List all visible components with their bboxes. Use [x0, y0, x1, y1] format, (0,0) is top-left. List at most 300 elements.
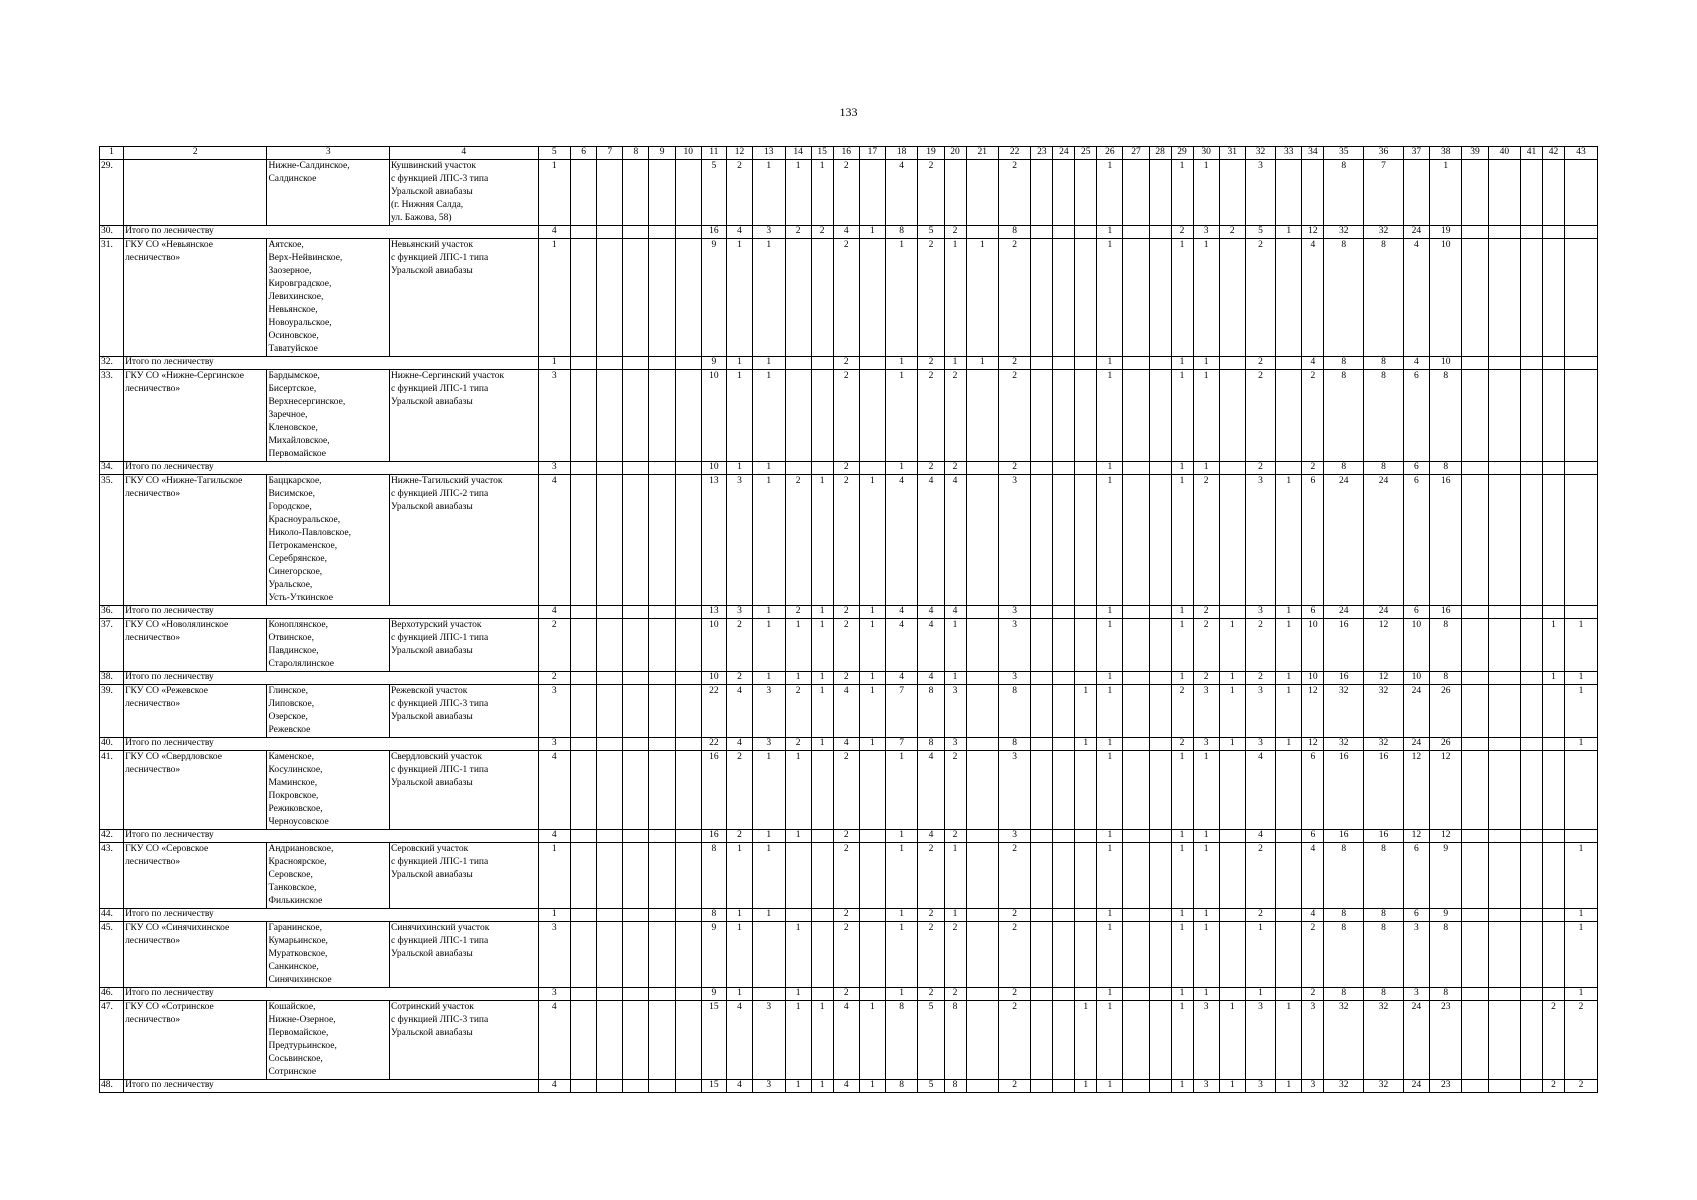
- value-cell: [1075, 226, 1097, 239]
- column-header-21: 21: [966, 147, 998, 160]
- value-cell: 3: [753, 1001, 785, 1080]
- value-cell: [1521, 843, 1543, 909]
- value-cell: [1462, 751, 1488, 830]
- value-cell: 1: [1075, 685, 1097, 738]
- value-cell: 1: [785, 1001, 811, 1080]
- value-cell: [1075, 475, 1097, 606]
- value-cell: 3: [998, 830, 1030, 843]
- column-header-33: 33: [1276, 147, 1302, 160]
- value-cell: 15: [701, 1001, 726, 1080]
- value-cell: [597, 830, 623, 843]
- settlements-cell: [267, 370, 389, 462]
- value-cell: [1543, 988, 1565, 1001]
- value-cell: 2: [785, 226, 811, 239]
- row-number: 45.: [100, 922, 124, 988]
- value-cell: [1075, 909, 1097, 922]
- value-cell: [1521, 922, 1543, 988]
- value-cell: [1488, 738, 1520, 751]
- value-cell: 10: [701, 370, 726, 462]
- value-cell: [1462, 988, 1488, 1001]
- value-cell: 2: [726, 751, 752, 830]
- value-cell: 1: [1097, 922, 1123, 988]
- value-cell: [1149, 606, 1171, 619]
- value-cell: [1123, 606, 1149, 619]
- value-cell: [1123, 1001, 1149, 1080]
- value-cell: [571, 475, 597, 606]
- value-cell: [1462, 357, 1488, 370]
- value-cell: 1: [1276, 1001, 1302, 1080]
- value-cell: [966, 922, 998, 988]
- value-cell: 1: [1171, 1001, 1193, 1080]
- settlement-name: Петрокаменское,: [268, 541, 338, 551]
- value-cell: [966, 462, 998, 475]
- value-cell: [675, 462, 701, 475]
- value-cell: 8: [1430, 672, 1462, 685]
- value-cell: [966, 672, 998, 685]
- value-cell: [1462, 830, 1488, 843]
- value-cell: 1: [859, 475, 885, 606]
- column-header-18: 18: [885, 147, 917, 160]
- value-cell: 12: [1302, 226, 1324, 239]
- value-cell: 2: [998, 239, 1030, 357]
- value-cell: [649, 830, 675, 843]
- value-cell: 2: [1564, 1001, 1597, 1080]
- value-cell: [1149, 751, 1171, 830]
- value-cell: [597, 1001, 623, 1080]
- value-cell: 8: [1324, 357, 1364, 370]
- value-cell: [597, 606, 623, 619]
- settlement-name: Серовское,: [268, 870, 313, 880]
- value-cell: [1543, 370, 1565, 462]
- settlement-name: Левихинское,: [268, 292, 324, 302]
- value-cell: 2: [998, 909, 1030, 922]
- unit-line: Уральской авиабазы: [390, 1028, 473, 1038]
- value-cell: 4: [885, 619, 917, 672]
- value-cell: 1: [1171, 239, 1193, 357]
- value-cell: 3: [753, 685, 785, 738]
- value-cell: [597, 226, 623, 239]
- unit-line: Свердловский участок: [390, 752, 483, 762]
- value-cell: [1488, 909, 1520, 922]
- value-cell: [675, 751, 701, 830]
- value-cell: 1: [1097, 843, 1123, 909]
- value-cell: [597, 1080, 623, 1093]
- value-cell: 2: [918, 160, 944, 226]
- value-cell: 1: [753, 606, 785, 619]
- value-cell: [1031, 606, 1053, 619]
- settlement-name: Верхнесергинское,: [268, 397, 346, 407]
- value-cell: [675, 475, 701, 606]
- settlement-name: Заречное,: [268, 410, 308, 420]
- value-cell: 1: [1564, 672, 1597, 685]
- value-cell: 2: [1193, 619, 1219, 672]
- value-cell: 10: [701, 462, 726, 475]
- unit-cell: [389, 370, 538, 462]
- value-cell: 8: [885, 226, 917, 239]
- value-cell: 1: [1193, 239, 1219, 357]
- value-cell: [597, 160, 623, 226]
- value-cell: [1123, 830, 1149, 843]
- value-cell: 1: [1097, 909, 1123, 922]
- unit-line: Уральской авиабазы: [390, 187, 473, 197]
- value-cell: 1: [1245, 988, 1275, 1001]
- value-cell: 4: [833, 685, 859, 738]
- value-cell: 1: [1097, 370, 1123, 462]
- unit-line: Кушвинский участок: [390, 161, 477, 171]
- value-cell: 2: [1245, 672, 1275, 685]
- value-cell: 10: [1430, 357, 1462, 370]
- value-cell: 2: [998, 462, 1030, 475]
- value-cell: [1543, 475, 1565, 606]
- value-cell: 2: [833, 462, 859, 475]
- value-cell: [1149, 1080, 1171, 1093]
- total-label: Итого по лесничеству: [124, 672, 539, 685]
- value-cell: 1: [885, 988, 917, 1001]
- value-cell: 2: [785, 475, 811, 606]
- value-cell: 1: [1219, 1001, 1245, 1080]
- settlement-name: Осиновское,: [268, 331, 319, 341]
- value-cell: [1276, 462, 1302, 475]
- column-header-31: 31: [1219, 147, 1245, 160]
- unit-line: с функцией ЛПС-2 типа: [390, 489, 489, 499]
- row-number: 39.: [100, 685, 124, 738]
- value-cell: [1521, 619, 1543, 672]
- value-cell: 3: [1245, 685, 1275, 738]
- column-number-header-row: [100, 147, 1598, 160]
- value-cell: 8: [918, 685, 944, 738]
- value-cell: 1: [1097, 685, 1123, 738]
- total-label: Итого по лесничеству: [124, 357, 539, 370]
- value-cell: 1: [885, 357, 917, 370]
- value-cell: [1543, 160, 1565, 226]
- value-cell: [597, 239, 623, 357]
- value-cell: [675, 160, 701, 226]
- value-cell: 9: [701, 357, 726, 370]
- column-header-16: 16: [833, 147, 859, 160]
- value-cell: 1: [1097, 462, 1123, 475]
- value-cell: 1: [753, 830, 785, 843]
- value-cell: 2: [833, 922, 859, 988]
- value-cell: [623, 922, 649, 988]
- value-cell: 3: [726, 475, 752, 606]
- total-row: [100, 226, 1598, 239]
- value-cell: [811, 843, 833, 909]
- unit-line: с функцией ЛПС-1 типа: [390, 384, 489, 394]
- value-cell: [1564, 160, 1597, 226]
- value-cell: 2: [998, 922, 1030, 988]
- value-cell: 4: [538, 1080, 570, 1093]
- value-cell: 1: [1276, 1080, 1302, 1093]
- value-cell: [1075, 370, 1097, 462]
- value-cell: [1053, 1001, 1075, 1080]
- value-cell: [1123, 685, 1149, 738]
- settlement-name: Уральское,: [268, 580, 313, 590]
- forestry-row: [100, 239, 1598, 357]
- value-cell: [1053, 619, 1075, 672]
- value-cell: [1123, 751, 1149, 830]
- value-cell: [623, 226, 649, 239]
- forestry-row: [100, 475, 1598, 606]
- value-cell: [649, 462, 675, 475]
- value-cell: [1031, 922, 1053, 988]
- value-cell: [966, 606, 998, 619]
- unit-line: Уральской авиабазы: [390, 778, 473, 788]
- value-cell: [1123, 357, 1149, 370]
- value-cell: 1: [1430, 160, 1462, 226]
- settlement-name: Муратковское,: [268, 949, 328, 959]
- forestry-resources-table: [99, 146, 1598, 1093]
- value-cell: [649, 606, 675, 619]
- value-cell: 1: [811, 1001, 833, 1080]
- value-cell: [571, 1080, 597, 1093]
- column-header-29: 29: [1171, 147, 1193, 160]
- value-cell: [675, 988, 701, 1001]
- settlement-name: Глинское,: [268, 686, 308, 696]
- value-cell: 2: [944, 830, 966, 843]
- value-cell: [1149, 619, 1171, 672]
- value-cell: 1: [753, 475, 785, 606]
- value-cell: [571, 843, 597, 909]
- value-cell: [1488, 357, 1520, 370]
- forestry-row: [100, 685, 1598, 738]
- value-cell: [859, 988, 885, 1001]
- value-cell: 4: [944, 475, 966, 606]
- value-cell: 1: [1075, 1080, 1097, 1093]
- value-cell: 3: [538, 370, 570, 462]
- value-cell: 1: [785, 988, 811, 1001]
- value-cell: 4: [726, 226, 752, 239]
- value-cell: 3: [753, 738, 785, 751]
- value-cell: [1521, 239, 1543, 357]
- value-cell: [1462, 475, 1488, 606]
- value-cell: [1123, 619, 1149, 672]
- value-cell: [1031, 843, 1053, 909]
- settlement-name: Красноярское,: [268, 857, 327, 867]
- value-cell: 1: [1276, 738, 1302, 751]
- total-label: Итого по лесничеству: [124, 606, 539, 619]
- settlement-name: Висимское,: [268, 489, 316, 499]
- value-cell: [1462, 370, 1488, 462]
- value-cell: 3: [1245, 606, 1275, 619]
- value-cell: 1: [726, 462, 752, 475]
- settlement-name: Черноусовское: [268, 817, 329, 827]
- value-cell: [623, 1080, 649, 1093]
- value-cell: [649, 619, 675, 672]
- value-cell: [1053, 370, 1075, 462]
- value-cell: 2: [726, 160, 752, 226]
- unit-line: Уральской авиабазы: [390, 646, 473, 656]
- value-cell: [675, 843, 701, 909]
- value-cell: [571, 988, 597, 1001]
- value-cell: [1031, 160, 1053, 226]
- value-cell: [1219, 462, 1245, 475]
- value-cell: 8: [918, 738, 944, 751]
- value-cell: 10: [1302, 672, 1324, 685]
- value-cell: 1: [885, 751, 917, 830]
- value-cell: [1521, 1001, 1543, 1080]
- value-cell: [1149, 988, 1171, 1001]
- value-cell: 3: [1403, 922, 1429, 988]
- value-cell: 6: [1403, 843, 1429, 909]
- value-cell: [1276, 239, 1302, 357]
- value-cell: 4: [885, 475, 917, 606]
- column-header-24: 24: [1053, 147, 1075, 160]
- value-cell: [571, 619, 597, 672]
- value-cell: [597, 909, 623, 922]
- value-cell: [1488, 1001, 1520, 1080]
- value-cell: 8: [998, 226, 1030, 239]
- unit-line: с функцией ЛПС-1 типа: [390, 253, 489, 263]
- value-cell: 5: [701, 160, 726, 226]
- column-header-20: 20: [944, 147, 966, 160]
- value-cell: 1: [1276, 672, 1302, 685]
- value-cell: 1: [785, 160, 811, 226]
- row-number: 41.: [100, 751, 124, 830]
- value-cell: 3: [1302, 1001, 1324, 1080]
- value-cell: 8: [701, 843, 726, 909]
- row-number: 35.: [100, 475, 124, 606]
- value-cell: [649, 751, 675, 830]
- settlement-name: Кировградское,: [268, 279, 332, 289]
- value-cell: 1: [1276, 619, 1302, 672]
- value-cell: 1: [1171, 751, 1193, 830]
- settlement-name: Коноплянское,: [268, 620, 329, 630]
- value-cell: 5: [918, 1001, 944, 1080]
- settlement-name: Покровское,: [268, 791, 319, 801]
- value-cell: [1219, 475, 1245, 606]
- value-cell: [571, 672, 597, 685]
- value-cell: 6: [1302, 606, 1324, 619]
- unit-cell: [389, 751, 538, 830]
- value-cell: 1: [1097, 1080, 1123, 1093]
- value-cell: 3: [998, 751, 1030, 830]
- value-cell: 2: [1564, 1080, 1597, 1093]
- forestry-name: ГКУ СО «Сотринское лесничество»: [124, 1001, 267, 1080]
- unit-line: с функцией ЛПС-3 типа: [390, 174, 489, 184]
- value-cell: [1075, 672, 1097, 685]
- value-cell: 1: [1171, 619, 1193, 672]
- value-cell: 8: [1430, 462, 1462, 475]
- value-cell: 1: [859, 738, 885, 751]
- value-cell: [1543, 922, 1565, 988]
- value-cell: 7: [885, 738, 917, 751]
- unit-line: Невьянский участок: [390, 240, 474, 250]
- value-cell: 4: [918, 619, 944, 672]
- row-number: 31.: [100, 239, 124, 357]
- value-cell: [675, 685, 701, 738]
- value-cell: [1462, 1080, 1488, 1093]
- value-cell: [785, 239, 811, 357]
- value-cell: [1276, 751, 1302, 830]
- value-cell: [649, 909, 675, 922]
- value-cell: 1: [1564, 909, 1597, 922]
- value-cell: 1: [1193, 160, 1219, 226]
- value-cell: [623, 830, 649, 843]
- value-cell: [1031, 1080, 1053, 1093]
- value-cell: 2: [918, 462, 944, 475]
- value-cell: 9: [701, 239, 726, 357]
- value-cell: [1543, 830, 1565, 843]
- value-cell: 1: [885, 239, 917, 357]
- value-cell: [1075, 843, 1097, 909]
- value-cell: [571, 922, 597, 988]
- value-cell: 8: [1364, 370, 1404, 462]
- value-cell: 1: [859, 606, 885, 619]
- value-cell: [623, 619, 649, 672]
- value-cell: [966, 370, 998, 462]
- settlement-name: Серебрянское,: [268, 554, 327, 564]
- value-cell: [1488, 160, 1520, 226]
- value-cell: [1075, 830, 1097, 843]
- settlement-name: Михайловское,: [268, 436, 330, 446]
- row-number: 46.: [100, 988, 124, 1001]
- settlement-name: Танковское,: [268, 883, 317, 893]
- value-cell: 1: [1097, 475, 1123, 606]
- value-cell: [1053, 606, 1075, 619]
- value-cell: [1488, 475, 1520, 606]
- forestry-name: ГКУ СО «Нижне-Сергинское лесничество»: [124, 370, 267, 462]
- value-cell: [571, 462, 597, 475]
- value-cell: [649, 738, 675, 751]
- value-cell: 1: [1564, 988, 1597, 1001]
- column-header-11: 11: [701, 147, 726, 160]
- value-cell: [1149, 160, 1171, 226]
- value-cell: 4: [885, 606, 917, 619]
- value-cell: 24: [1324, 475, 1364, 606]
- total-row: [100, 672, 1598, 685]
- value-cell: [571, 1001, 597, 1080]
- value-cell: 1: [1171, 357, 1193, 370]
- value-cell: [675, 738, 701, 751]
- value-cell: 1: [944, 909, 966, 922]
- value-cell: [1462, 672, 1488, 685]
- value-cell: 1: [785, 619, 811, 672]
- settlement-name: Режевское: [268, 725, 311, 735]
- settlement-name: Озерское,: [268, 712, 308, 722]
- value-cell: 2: [1193, 672, 1219, 685]
- value-cell: 6: [1403, 606, 1429, 619]
- total-label: Итого по лесничеству: [124, 226, 539, 239]
- value-cell: 32: [1324, 1001, 1364, 1080]
- value-cell: [623, 738, 649, 751]
- unit-line: с функцией ЛПС-3 типа: [390, 699, 489, 709]
- value-cell: 3: [1403, 988, 1429, 1001]
- value-cell: 10: [1403, 619, 1429, 672]
- settlement-name: Красноуральское,: [268, 515, 341, 525]
- value-cell: 15: [701, 1080, 726, 1093]
- value-cell: 7: [1364, 160, 1404, 226]
- value-cell: 1: [1219, 672, 1245, 685]
- settlement-name: Павдинское,: [268, 646, 319, 656]
- value-cell: 2: [1543, 1080, 1565, 1093]
- value-cell: [1521, 606, 1543, 619]
- settlement-name: Кумарьинское,: [268, 936, 328, 946]
- value-cell: [966, 685, 998, 738]
- value-cell: [1521, 830, 1543, 843]
- value-cell: [1462, 922, 1488, 988]
- value-cell: 8: [1324, 988, 1364, 1001]
- value-cell: 3: [998, 619, 1030, 672]
- value-cell: 12: [1302, 685, 1324, 738]
- value-cell: 1: [1564, 619, 1597, 672]
- value-cell: 16: [1364, 751, 1404, 830]
- value-cell: 3: [538, 922, 570, 988]
- total-label: Итого по лесничеству: [124, 909, 539, 922]
- value-cell: 1: [753, 619, 785, 672]
- value-cell: 2: [1219, 226, 1245, 239]
- value-cell: [1564, 462, 1597, 475]
- value-cell: [1521, 357, 1543, 370]
